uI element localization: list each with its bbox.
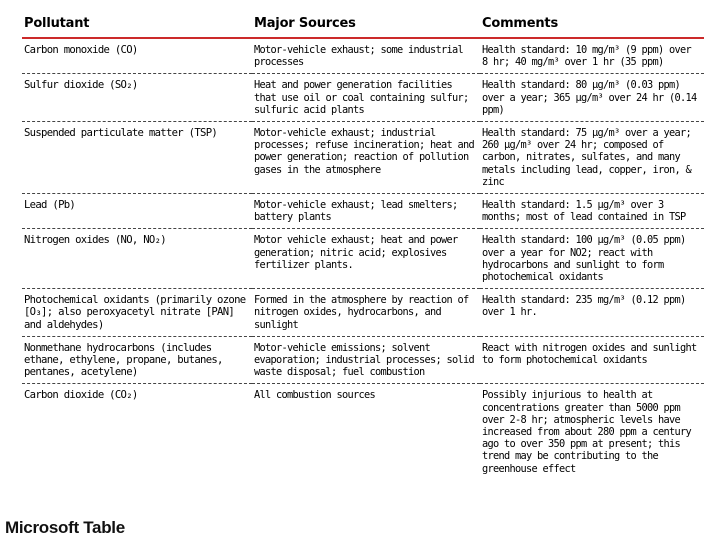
table-row [22, 74, 704, 122]
pollutant-table-container [22, 12, 704, 480]
header-comments: Comments [480, 12, 704, 38]
comments-cell: React with nitrogen oxides and sunlight to form photochemical oxidants [480, 336, 704, 384]
pollutant-cell: Suspended particulate matter (TSP) [22, 122, 252, 194]
comments-cell: Health standard: 100 µg/m³ (0.05 ppm) over a year for NO2; react with hydrocarbons and sunlight to form photochemical oxidants [480, 229, 704, 289]
pollutant-cell: Carbon dioxide (CO₂) [24, 389, 138, 402]
sources-cell: Heat and power generation facilities that use oil or coal containing sulfur; sulfuric acid plants [252, 74, 480, 122]
comments-cell: Health standard: 75 µg/m³ over a year; 260 µg/m³ over 24 hr; composed of carbon, nitrates, sulfates, and many metals including lead, copper, iron, & zinc [480, 122, 704, 194]
table-row [22, 336, 704, 384]
table-row [22, 122, 704, 194]
table-row [22, 384, 704, 480]
sources-cell: Motor-vehicle exhaust; lead smelters; battery plants [252, 194, 480, 229]
header-pollutant: Pollutant [22, 12, 252, 38]
pollutant-cell: Carbon monoxide (CO) [22, 38, 252, 74]
comments-cell: Health standard: 10 mg/m³ (9 ppm) over 8 hr; 40 mg/m³ over 1 hr (35 ppm) [480, 38, 704, 74]
pollutant-cell: Sulfur dioxide (SO₂) [22, 74, 252, 122]
comments-cell: Possibly injurious to health at concentrations greater than 5000 ppm over 2-8 hr; atmospheric levels have increased from about 280 ppm a century ago to over 350 ppm at present; this trend may be contributing to the greenhouse effect [482, 389, 691, 475]
header-row [22, 12, 704, 38]
table-row [22, 38, 704, 74]
sources-cell: Motor-vehicle exhaust; industrial processes; refuse incineration; heat and power generation; reaction of pollution gases in the atmosphere [252, 122, 480, 194]
pollutant-cell: Photochemical oxidants (primarily ozone [O₃]; also peroxyacetyl nitrate [PAN] and aldehydes) [22, 289, 252, 337]
comments-cell: Health standard: 235 mg/m³ (0.12 ppm) over 1 hr. [480, 289, 704, 337]
table-row [22, 289, 704, 337]
sources-cell: Motor-vehicle emissions; solvent evaporation; industrial processes; solid waste disposal; fuel combustion [252, 336, 480, 384]
header-major-sources: Major Sources [252, 12, 480, 38]
sources-cell: Formed in the atmosphere by reaction of nitrogen oxides, hydrocarbons, and sunlight [252, 289, 480, 337]
sources-cell: All combustion sources [254, 389, 375, 402]
sources-cell: Motor vehicle exhaust; heat and power generation; nitric acid; explosives fertilizer plants. [252, 229, 480, 289]
pollutant-cell: Nonmethane hydrocarbons (includes ethane, ethylene, propane, butanes, pentanes, acetylene) [22, 336, 252, 384]
pollutant-cell: Nitrogen oxides (NO, NO₂) [22, 229, 252, 289]
comments-cell: Health standard: 80 µg/m³ (0.03 ppm) over a year; 365 µg/m³ over 24 hr (0.14 ppm) [480, 74, 704, 122]
comments-cell: Health standard: 1.5 µg/m³ over 3 months; most of lead contained in TSP [480, 194, 704, 229]
footer-caption: Microsoft Table [5, 518, 125, 537]
pollutant-cell: Lead (Pb) [22, 194, 252, 229]
pollutant-table [22, 12, 704, 480]
sources-cell: Motor-vehicle exhaust; some industrial processes [252, 38, 480, 74]
table-row [22, 229, 704, 289]
table-row [22, 194, 704, 229]
